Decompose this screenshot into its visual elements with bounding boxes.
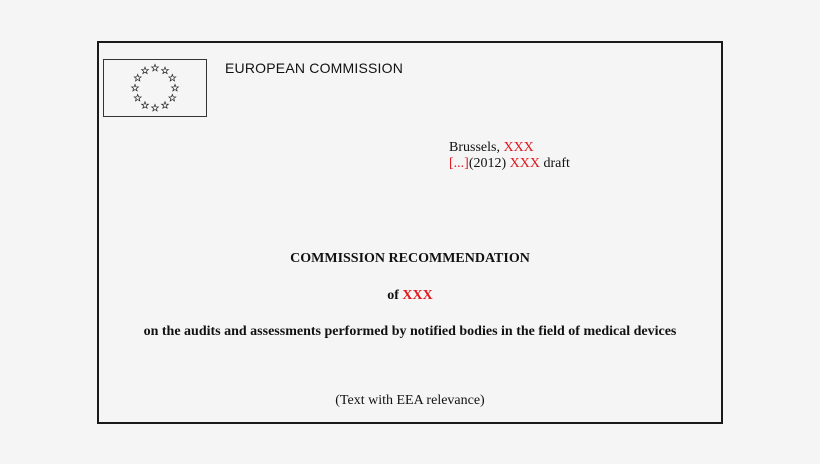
flag-star-icon: [162, 102, 169, 109]
eu-star-circle: [104, 60, 206, 116]
document-page: [97, 41, 723, 424]
reference-year: (2012): [468, 156, 507, 171]
flag-star-icon: [152, 104, 159, 111]
reference-placeholder: XXX: [509, 156, 540, 171]
flag-star-icon: [169, 94, 176, 101]
flag-star-icon: [134, 94, 141, 101]
of-placeholder: XXX: [402, 288, 433, 303]
flag-star-icon: [142, 67, 149, 74]
of-label: of: [387, 288, 399, 303]
city-label: Brussels,: [449, 140, 500, 155]
document-subject: on the audits and assessments performed by notified bodies in the field of medical devices: [143, 324, 677, 339]
flag-star-icon: [172, 84, 179, 91]
eea-relevance-note: (Text with EEA relevance): [335, 393, 485, 408]
flag-star-icon: [132, 84, 139, 91]
reference-bracket: [...]: [449, 156, 469, 171]
date-placeholder: XXX: [503, 140, 534, 155]
flag-star-icon: [152, 64, 159, 71]
document-date-line: [99, 288, 721, 304]
reference-suffix: draft: [543, 156, 570, 171]
reference-line: [449, 156, 570, 172]
flag-star-icon: [162, 67, 169, 74]
place-date-line: [449, 140, 534, 156]
document-type: COMMISSION RECOMMENDATION: [290, 251, 530, 266]
eu-flag-icon: [103, 59, 207, 117]
flag-star-icon: [142, 102, 149, 109]
flag-star-icon: [169, 74, 176, 81]
organization-name: EUROPEAN COMMISSION: [225, 60, 404, 76]
flag-star-icon: [134, 74, 141, 81]
